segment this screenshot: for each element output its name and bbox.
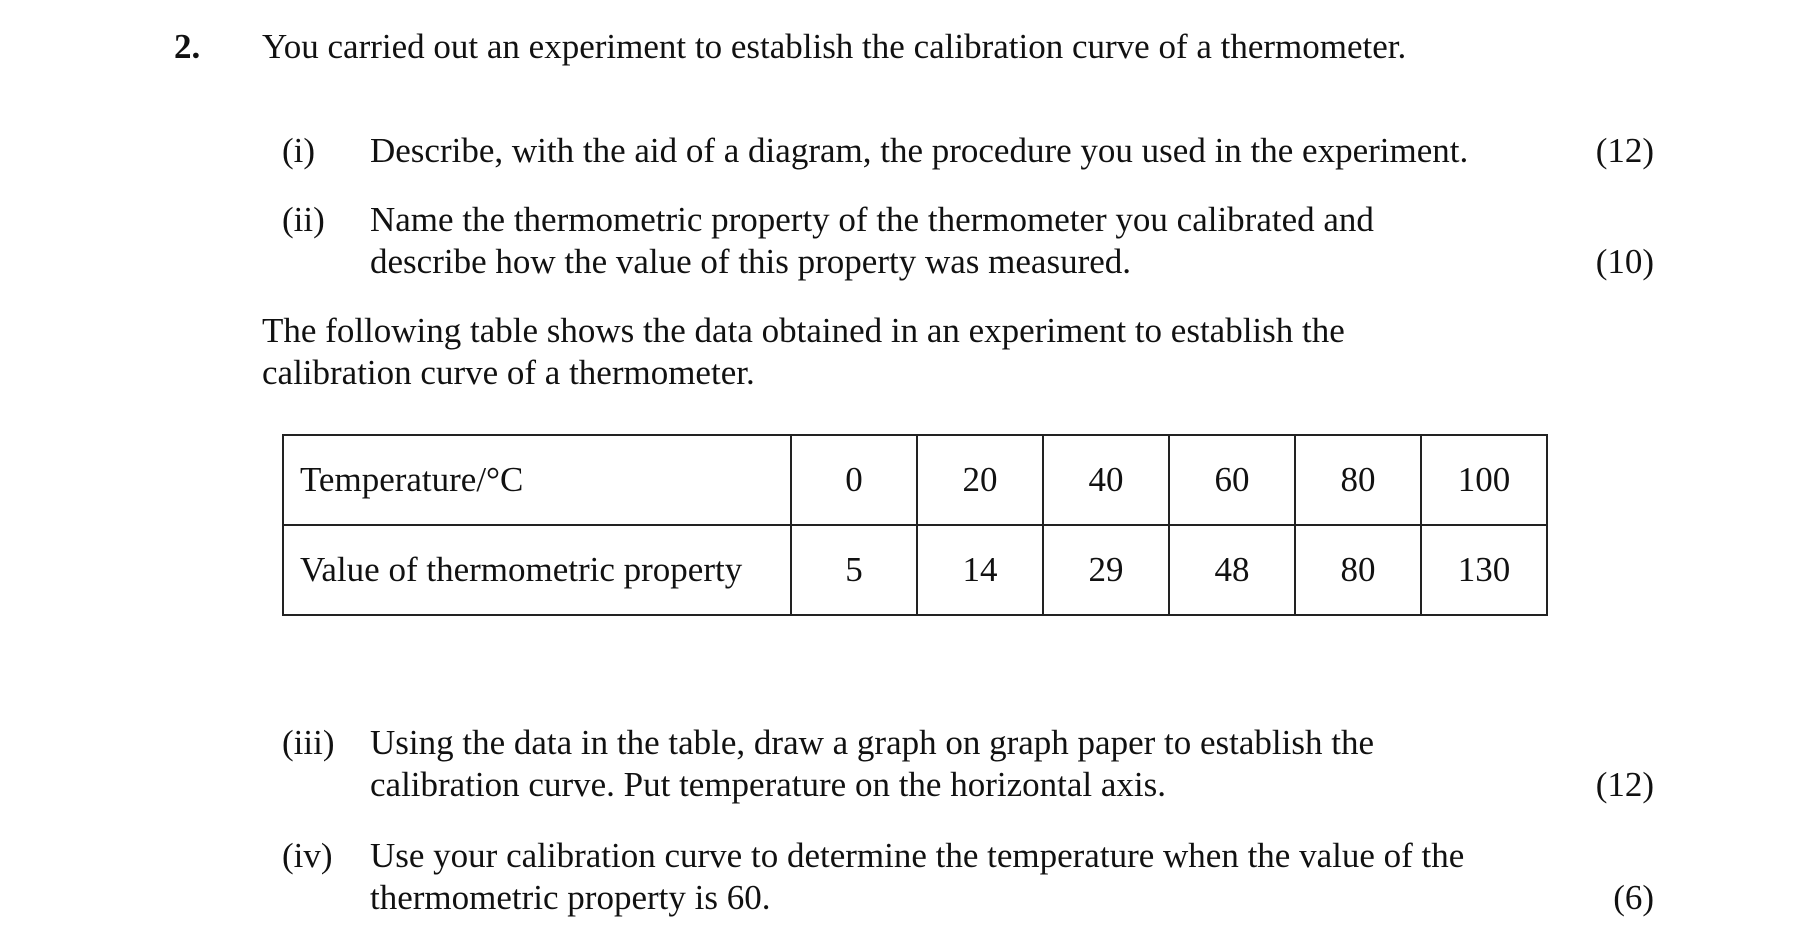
table-cell: 80 xyxy=(1295,435,1421,525)
table-intro-line-2: calibration curve of a thermometer. xyxy=(262,353,755,392)
part-iii-line-1: Using the data in the table, draw a graph on graph paper to establish the xyxy=(370,723,1374,762)
part-ii-text xyxy=(370,199,1550,283)
part-iv-line-1: Use your calibration curve to determine the temperature when the value of the xyxy=(370,836,1465,875)
part-iv-label: (iv) xyxy=(282,836,333,875)
part-iv-text xyxy=(370,835,1550,919)
part-iv-marks: (6) xyxy=(1613,878,1654,917)
table-cell: 60 xyxy=(1169,435,1295,525)
table-cell: 20 xyxy=(917,435,1043,525)
table-cell: 100 xyxy=(1421,435,1547,525)
part-ii-line-2: describe how the value of this property was measured. xyxy=(370,242,1132,281)
part-iv-line-2: thermometric property is 60. xyxy=(370,878,771,917)
table-cell: 0 xyxy=(791,435,917,525)
table-cell: 29 xyxy=(1043,525,1169,615)
question-number: 2. xyxy=(174,27,201,66)
table-cell: 48 xyxy=(1169,525,1295,615)
table-row-property xyxy=(283,525,1547,615)
part-i-marks: (12) xyxy=(1595,131,1654,170)
table-cell: 14 xyxy=(917,525,1043,615)
row-header-property: Value of thermometric property xyxy=(283,525,791,615)
part-i-text xyxy=(370,130,1550,172)
part-iii-text xyxy=(370,722,1550,806)
part-iii-label: (iii) xyxy=(282,723,335,762)
part-ii-line-1: Name the thermometric property of the thermometer you calibrated and xyxy=(370,200,1374,239)
part-iii-line-2: calibration curve. Put temperature on the horizontal axis. xyxy=(370,765,1166,804)
data-table xyxy=(282,434,1548,616)
table-cell: 130 xyxy=(1421,525,1547,615)
table-intro xyxy=(262,310,1462,394)
table-cell: 5 xyxy=(791,525,917,615)
table-intro-line-1: The following table shows the data obtained in an experiment to establish the xyxy=(262,311,1345,350)
part-i-label: (i) xyxy=(282,131,316,170)
row-header-temperature: Temperature/°C xyxy=(283,435,791,525)
table-cell: 80 xyxy=(1295,525,1421,615)
part-i-line-1: Describe, with the aid of a diagram, the procedure you used in the experiment. xyxy=(370,131,1469,170)
part-ii-label: (ii) xyxy=(282,200,325,239)
table-cell: 40 xyxy=(1043,435,1169,525)
table-row-temperature xyxy=(283,435,1547,525)
part-iii-marks: (12) xyxy=(1595,765,1654,804)
question-stem: You carried out an experiment to establish the calibration curve of a thermometer. xyxy=(262,27,1407,66)
part-ii-marks: (10) xyxy=(1595,242,1654,281)
